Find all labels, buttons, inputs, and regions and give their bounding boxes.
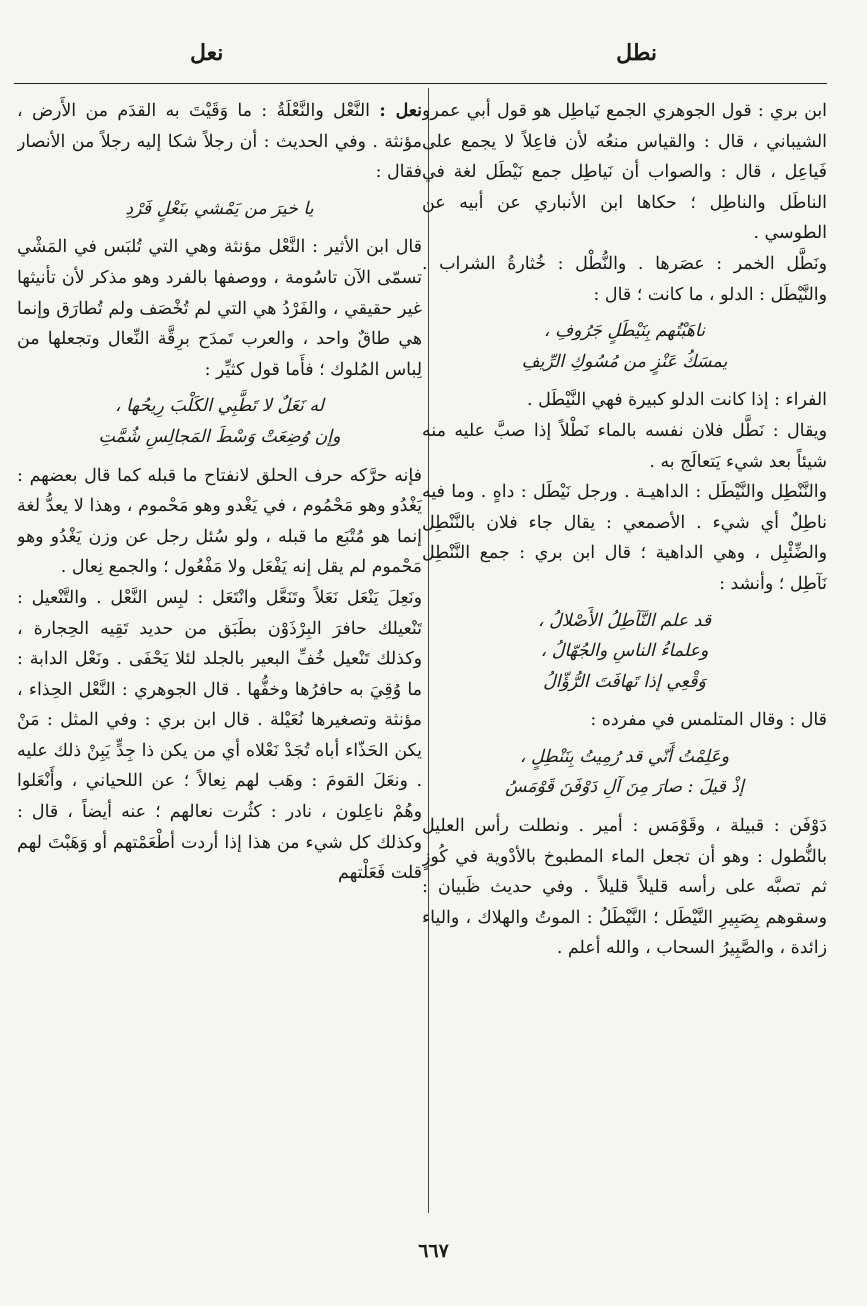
paragraph: ونَطَّل الخمر : عصَرها . والنُّطْل : خُثارةُ الشراب . والنَّيْطَل : الدلو ، ما كانت ؛ قال : xyxy=(422,253,827,305)
verse xyxy=(422,316,827,377)
header-entry-right: نطل xyxy=(616,40,657,66)
verse-line: له نَعَلٌ لا تَطَّبِي الكَلْبَ رِيحُها ، xyxy=(115,396,324,417)
paragraph: ويقال : نَطَّل فلان نفسه بالماء نَطْلاً إذا صبَّ عليه منه شيئاً بعد شيء يَتعالَج به . xyxy=(422,420,827,472)
paragraph: فإنه حرَّكه حرف الحلق لانفتاح ما قبله كما قال بعضهم : يَغْدُو وهو مَحْمُوم ، في يَغْدو وهو مَحْموم ، وهذا لا يعدُّ لغة إنما هو مُتْبَع ما قبله ، ولو سُئل رجل عن وزن يَغْدُو وهو مَحْموم لم يقل إنه يَفْعَل ولا مَفْعُول ؛ والجمع نِعال . xyxy=(17,465,422,578)
verse-line: يمسَكُ عَنْزٍ من مُسُوكِ الرِّيفِ xyxy=(521,351,728,372)
paragraph: والنَّنْطِل والنَّيْطَل : الداهيـة . ورجل نَيْطَل : داهٍ . وما فيه ناطِلٌ أي شيء . الأصمعي : يقال جاء فلان بالنَّنْطِل والضِّئْبِل ، وهي الداهية ؛ قال ابن بري : جمع النَّنْطِل نَآطِل ؛ وأنشد : xyxy=(422,482,827,594)
verse-line: يا خيرَ من يَمْشي بنَعْلٍ فَرْدِ xyxy=(125,198,314,219)
page-number: ٦٦٧ xyxy=(418,1240,449,1262)
left-column xyxy=(17,96,422,1216)
header-entry-left: نعل xyxy=(190,40,224,66)
verse-line: وعلماءُ الناسِ والجُهّالُ ، xyxy=(540,641,709,662)
paragraph: دَوْفَن : قبيلة ، وقَوْمَس : أمير . ونطلت رأس العليل بالنُّطول : وهو أن تجعل الماء المطبوخ بالأدْوية في كُوزٍ ثم تصبَّه على رأسه قليلاً قليلاً . وفي حديث ظَبيان : وسقوهم بِصَبِيرِ النَّيْطَل ؛ النَّيْطَلُ : الموتُ والهلاك ، والياء زائدة ، والصَّبِيرُ السحاب ، والله أعلم . xyxy=(422,816,827,959)
paragraph: الفراء : إذا كانت الدلو كبيرة فهي النَّيْطَل . xyxy=(527,390,827,411)
verse-line: وإن وُضِعَتْ وَسْطَ المَجالِسِ شُمَّتِ xyxy=(98,426,341,447)
verse xyxy=(422,742,827,803)
verse xyxy=(17,391,422,452)
verse-line: ناهَبْتُهم بِنَيْطَلٍ جَرُوفِ ، xyxy=(543,321,706,342)
paragraph: ونَعِلَ يَنْعَل نَعَلاً وتَنَعَّل وانْتَعَل : لبِس النَّعْل . والتَّنْعيل : تَنْعيلك حافرَ البِرْذَوْن بطَبَق من حديد تَقِيه الحِجارة ، وكذلك تَنْعيل خُفِّ البعير بالجلد لئلا يَحْفَى . ونَعْل الدابة : ما وُقِيَ به حافرُها وخفُّها . قال الجوهري : النَّعْل الحِذاء ، مؤنثة وتصغيرها نُعَيْلة . قال ابن بري : وفي المثل : مَنْ يكن الحَذّاء أباه تُجَدْ نَعْلاه أي من يكن ذا جِدٍّ يَبِنْ ذلك عليه . ونعَلَ القومَ : وهَب لهم نِعالاً ؛ عن اللحياني ، وأَنْعَلوا وهُمْ ناعِلون ، نادر : كثُرت نعالهم ؛ عنه أيضاً ، قال : وكذلك كل شيء من هذا إذا أردت أطْعَمْتهم أو وَهَبْتَ لهم قلت فَعَلْتهم xyxy=(17,587,422,884)
verse-line: وَقْعِي إذا تَهافَتَ الرُّؤّالُ xyxy=(543,671,706,692)
verse xyxy=(17,194,422,225)
paragraph-text: النَّعْل والنَّعْلَةُ : ما وَقَيْتَ به القدَم من الأَرض ، مؤنثة . وفي الحديث : أن رجلاً شكا إليه رجلاً من الأنصار فقال : xyxy=(17,101,422,183)
paragraph: قال : وقال المتلمس في مفرده : xyxy=(590,710,827,731)
verse-line: وعَلِمْتُ أَنّي قد رُمِيتُ بِنَنْطِلٍ ، xyxy=(519,746,730,767)
verse-line: قد علم النَّآطِلُ الأَصْلالُ ، xyxy=(537,610,712,631)
header-rule xyxy=(14,83,827,84)
right-column xyxy=(422,96,827,1216)
paragraph: ابن بري : قول الجوهري الجمع نَياطِل هو قول أبي عمرو الشيباني ، قال : والقياس منعُه لأن فاعِلاً لا يجمع على فَياعِل ، قال : والصواب أن نَياطِل جمع نَيْطَل لغة في الناطَل والناطِل ؛ حكاها ابن الأنباري عن أبيه عن الطوسي . xyxy=(422,101,827,244)
paragraph xyxy=(17,96,422,188)
verse xyxy=(422,606,827,698)
entry-lemma: نعل : xyxy=(379,101,422,121)
verse-line: إذْ قيلَ : صارَ مِنَ آلِ دَوْفَنَ قَوْمَسُ xyxy=(505,777,744,798)
paragraph: قال ابن الأثير : النَّعْل مؤنثة وهي التي تُلبَس في المَشْي تسمّى الآن تاسُومة ، ووصفها بالفرد وهو مذكر لأن تأنيثها غير حقيقي ، والفَرْدُ هي التي لم تُخْصَف ولم تُطارَق وإنما هي طاقٌ واحد ، والعرب تَمدَح برِقَّة النِّعال وتجعلها من لِباس المُلوك ؛ فأَما قول كثيِّر : xyxy=(17,237,422,380)
